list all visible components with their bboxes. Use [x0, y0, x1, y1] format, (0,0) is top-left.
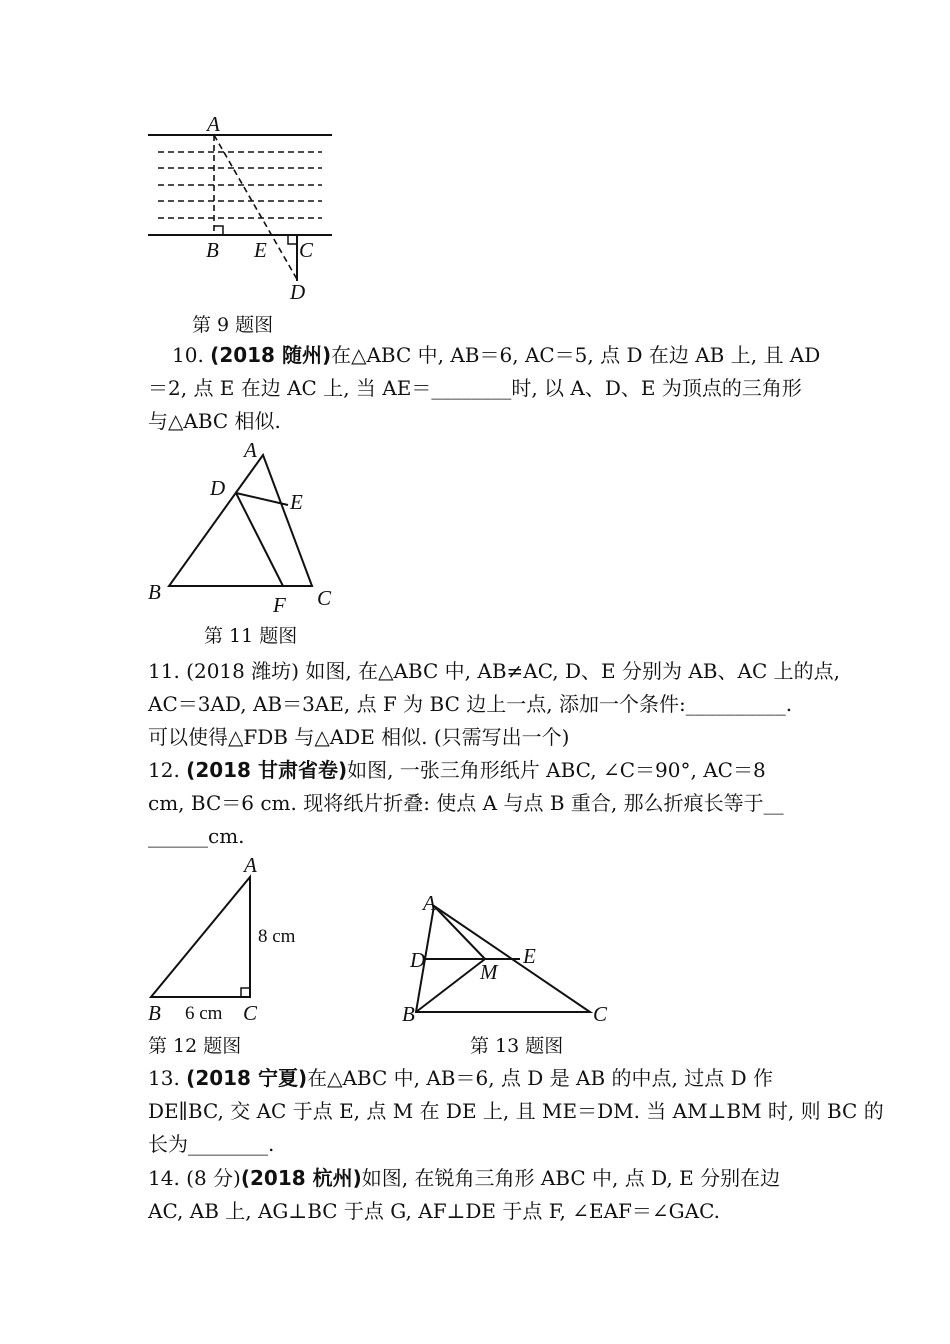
fig13-label-b: B [402, 1002, 415, 1026]
fig13-label-m: M [480, 960, 498, 984]
fig13-segment-am [434, 906, 485, 959]
q10-number: 10. [172, 343, 204, 367]
q14-text-1: 如图, 在锐角三角形 ABC 中, 点 D, E 分别在边 [361, 1166, 781, 1190]
fig9-label-a: A [207, 112, 220, 136]
q11-number: 11. [148, 659, 180, 683]
fig9-label-d: D [290, 280, 306, 304]
fig13-segment-bm [416, 959, 485, 1012]
q12-text-1: 如图, 一张三角形纸片 ABC, ∠C＝90°, AC＝8 [347, 758, 766, 782]
q10-line-3: 与△ABC 相似. [148, 409, 281, 433]
q13-number: 13. [148, 1066, 180, 1090]
q12-number: 12. [148, 758, 180, 782]
fig13-label-a: A [423, 891, 436, 915]
fig12-side-bc-length: 6 cm [185, 1003, 223, 1024]
fig11-label-b: B [148, 580, 161, 604]
fig12-label-a: A [244, 853, 257, 877]
q10-line-2: ＝2, 点 E 在边 AC 上, 当 AE＝________时, 以 A、D、E 为顶点的三角形 [148, 376, 802, 400]
q11-line-3: 可以使得△FDB 与△ADE 相似. (只需写出一个) [148, 725, 570, 749]
fig9-label-b: B [206, 238, 219, 262]
fig13-label-c: C [593, 1002, 608, 1026]
fig12-caption: 第 12 题图 [148, 1035, 242, 1057]
fig11-label-a: A [244, 438, 257, 462]
q13-text-1: 在△ABC 中, AB＝6, 点 D 是 AB 的中点, 过点 D 作 [307, 1066, 774, 1090]
q14-source: (2018 杭州) [240, 1166, 362, 1190]
fig11-label-f: F [273, 593, 286, 617]
fig9-label-c: C [299, 238, 314, 262]
q11-line-2: AC＝3AD, AB＝3AE, 点 F 为 BC 边上一点, 添加一个条件:__________. [148, 692, 793, 716]
q12-source: (2018 甘肃省卷) [186, 758, 348, 782]
fig13-label-e: E [523, 944, 536, 968]
q11-text-1: (2018 潍坊) 如图, 在△ABC 中, AB≠AC, D、E 分别为 AB、AC 上的点, [186, 659, 840, 683]
q13-source: (2018 宁夏) [186, 1066, 308, 1090]
q14-number: 14. [148, 1166, 180, 1190]
fig12-side-ac-length: 8 cm [258, 926, 296, 947]
fig9-caption: 第 9 题图 [192, 314, 274, 336]
fig13-label-d: D [410, 948, 426, 972]
q10-text-1: 在△ABC 中, AB＝6, AC＝5, 点 D 在边 AB 上, 且 AD [331, 343, 821, 367]
q13-line-3: 长为________. [148, 1132, 275, 1156]
q12-line-3: ______cm. [148, 824, 245, 848]
fig11-label-d: D [210, 476, 226, 500]
q13-line-2: DE∥BC, 交 AC 于点 E, 点 M 在 DE 上, 且 ME＝DM. 当 AM⊥BM 时, 则 BC 的 [148, 1099, 884, 1123]
q14-points: (8 分) [186, 1166, 241, 1190]
fig12-label-b: B [148, 1001, 161, 1025]
fig11-caption: 第 11 题图 [204, 625, 298, 647]
q10-source: (2018 随州) [210, 343, 332, 367]
q12-line-2: cm, BC＝6 cm. 现将纸片折叠: 使点 A 与点 B 重合, 那么折痕长等于__ [148, 791, 784, 815]
fig11-label-c: C [317, 586, 332, 610]
fig11-label-e: E [290, 490, 303, 514]
fig13-caption: 第 13 题图 [470, 1035, 564, 1057]
q13-line-1 [148, 1062, 773, 1094]
fig9-label-e: E [254, 238, 267, 262]
fig12-label-c: C [243, 1001, 258, 1025]
q14-line-1 [148, 1162, 780, 1194]
q14-line-2: AC, AB 上, AG⊥BC 于点 G, AF⊥DE 于点 F, ∠EAF＝∠GAC. [148, 1199, 721, 1223]
